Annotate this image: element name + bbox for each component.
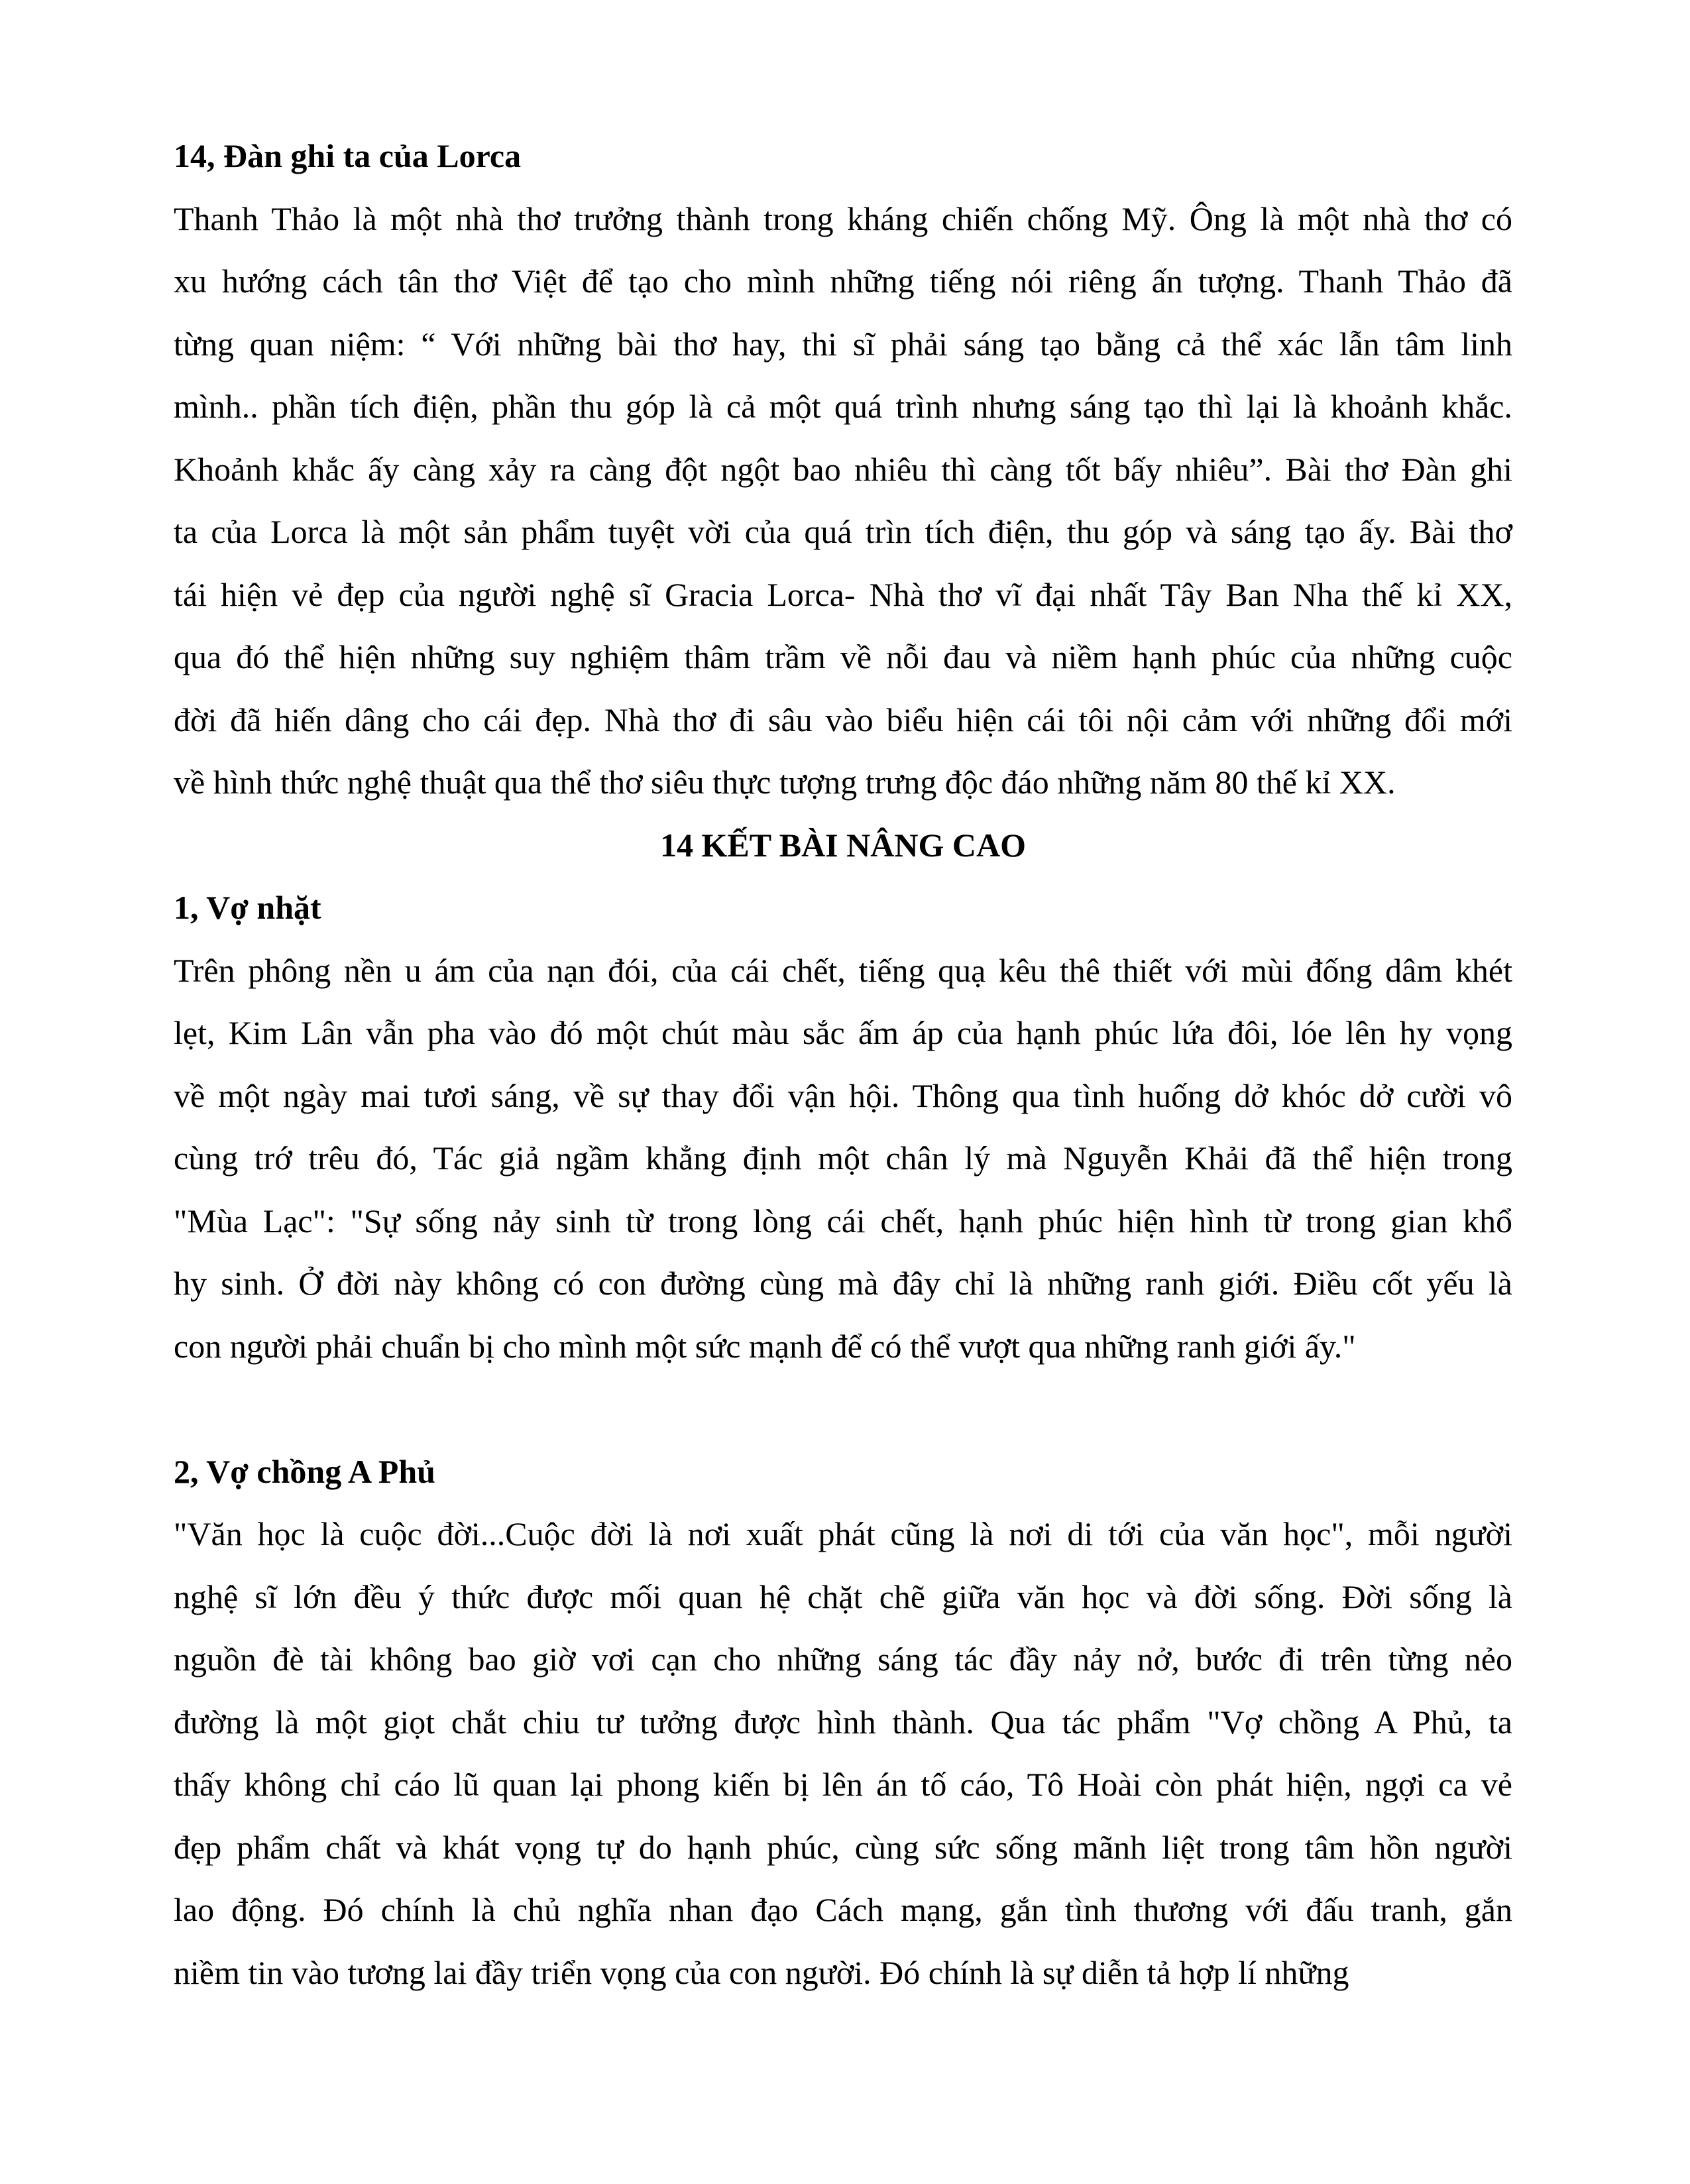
paragraph-line: mình.. phần tích điện, phần thu góp là cả một quá trình nhưng sáng tạo thì lại là khoảnh khắc. <box>174 388 1512 425</box>
paragraph-line: nguồn đè tài không bao giờ vơi cạn cho những sáng tác đầy nảy nở, bước đi trên từng nẻo <box>174 1640 1512 1678</box>
paragraph-vo-nhat <box>174 939 1512 1378</box>
document-page <box>174 125 1512 2004</box>
paragraph-line: về hình thức nghệ thuật qua thể thơ siêu thực tượng trưng độc đáo những năm 80 thế kỉ XX. <box>174 764 1396 801</box>
section-heading-dan-ghi-ta: 14, Đàn ghi ta của Lorca <box>174 137 522 174</box>
paragraph-line: lao động. Đó chính là chủ nghĩa nhan đạo Cách mạng, gắn tình thương với đấu tranh, gắn <box>174 1891 1512 1928</box>
paragraph-line: niềm tin vào tương lai đầy triển vọng của con người. Đó chính là sự diễn tả hợp lí những <box>174 1953 1349 1991</box>
paragraph-line: đẹp phẩm chất và khát vọng tự do hạnh phúc, cùng sức sống mãnh liệt trong tâm hồn người <box>174 1828 1512 1866</box>
paragraph-line: nghệ sĩ lớn đều ý thức được mối quan hệ chặt chẽ giữa văn học và đời sống. Đời sống là <box>174 1578 1512 1615</box>
paragraph-line: "Văn học là cuộc đời...Cuộc đời là nơi xuất phát cũng là nơi di tới của văn học", mỗi người <box>174 1515 1512 1552</box>
blank-line <box>174 1377 1512 1440</box>
paragraph-line: qua đó thể hiện những suy nghiệm thâm trầm về nỗi đau và niềm hạnh phúc của những cuộc <box>174 638 1512 675</box>
paragraph-line: thấy không chỉ cáo lũ quan lại phong kiến bị lên án tố cáo, Tô Hoài còn phát hiện, ngợi ca vẻ <box>174 1766 1512 1803</box>
paragraph-vo-chong-a-phu <box>174 1503 1512 2004</box>
paragraph-line: cùng trớ trêu đó, Tác giả ngầm khẳng định một chân lý mà Nguyễn Khải đã thể hiện trong <box>174 1139 1512 1177</box>
paragraph-line: lẹt, Kim Lân vẫn pha vào đó một chút màu sắc ấm áp của hạnh phúc lứa đôi, lóe lên hy vọng <box>174 1014 1512 1051</box>
paragraph-line: tái hiện vẻ đẹp của người nghệ sĩ Gracia Lorca- Nhà thơ vĩ đại nhất Tây Ban Nha thế kỉ XX, <box>174 575 1512 613</box>
paragraph-dan-ghi-ta <box>174 188 1512 814</box>
paragraph-line: hy sinh. Ở đời này không có con đường cùng mà đây chỉ là những ranh giới. Điều cốt yếu là <box>174 1265 1512 1302</box>
paragraph-line: Khoảnh khắc ấy càng xảy ra càng đột ngột bao nhiêu thì càng tốt bấy nhiêu”. Bài thơ Đàn ghi <box>174 450 1512 488</box>
paragraph-line: từng quan niệm: “ Với những bài thơ hay, thi sĩ phải sáng tạo bằng cả thể xác lẫn tâm linh <box>174 325 1512 363</box>
paragraph-line: Trên phông nền u ám của nạn đói, của cái chết, tiếng quạ kêu thê thiết với mùi đống dâm khét <box>174 951 1512 989</box>
paragraph-line: về một ngày mai tươi sáng, về sự thay đổi vận hội. Thông qua tình huống dở khóc dở cười vô <box>174 1076 1512 1114</box>
paragraph-line: xu hướng cách tân thơ Việt để tạo cho mình những tiếng nói riêng ấn tượng. Thanh Thảo đã <box>174 262 1512 300</box>
paragraph-line: ta của Lorca là một sản phẩm tuyệt vời của quá trìn tích điện, thu góp và sáng tạo ấy. Bài thơ <box>174 513 1512 550</box>
paragraph-line: con người phải chuẩn bị cho mình một sức mạnh để có thể vượt qua những ranh giới ấy." <box>174 1327 1356 1365</box>
paragraph-line: Thanh Thảo là một nhà thơ trưởng thành trong kháng chiến chống Mỹ. Ông là một nhà thơ có <box>174 200 1512 237</box>
section-heading-vo-nhat: 1, Vợ nhặt <box>174 889 321 926</box>
paragraph-line: đời đã hiến dâng cho cái đẹp. Nhà thơ đi sâu vào biểu hiện cái tôi nội cảm với những đổi mới <box>174 701 1512 738</box>
page-section-title: 14 KẾT BÀI NÂNG CAO <box>660 826 1026 864</box>
paragraph-line: đường là một giọt chắt chiu tư tưởng được hình thành. Qua tác phẩm "Vợ chồng A Phủ, ta <box>174 1703 1512 1741</box>
section-heading-vo-chong-a-phu: 2, Vợ chồng A Phủ <box>174 1452 435 1490</box>
paragraph-line: "Mùa Lạc": "Sự sống nảy sinh từ trong lòng cái chết, hạnh phúc hiện hình từ trong gian khổ <box>174 1202 1512 1239</box>
